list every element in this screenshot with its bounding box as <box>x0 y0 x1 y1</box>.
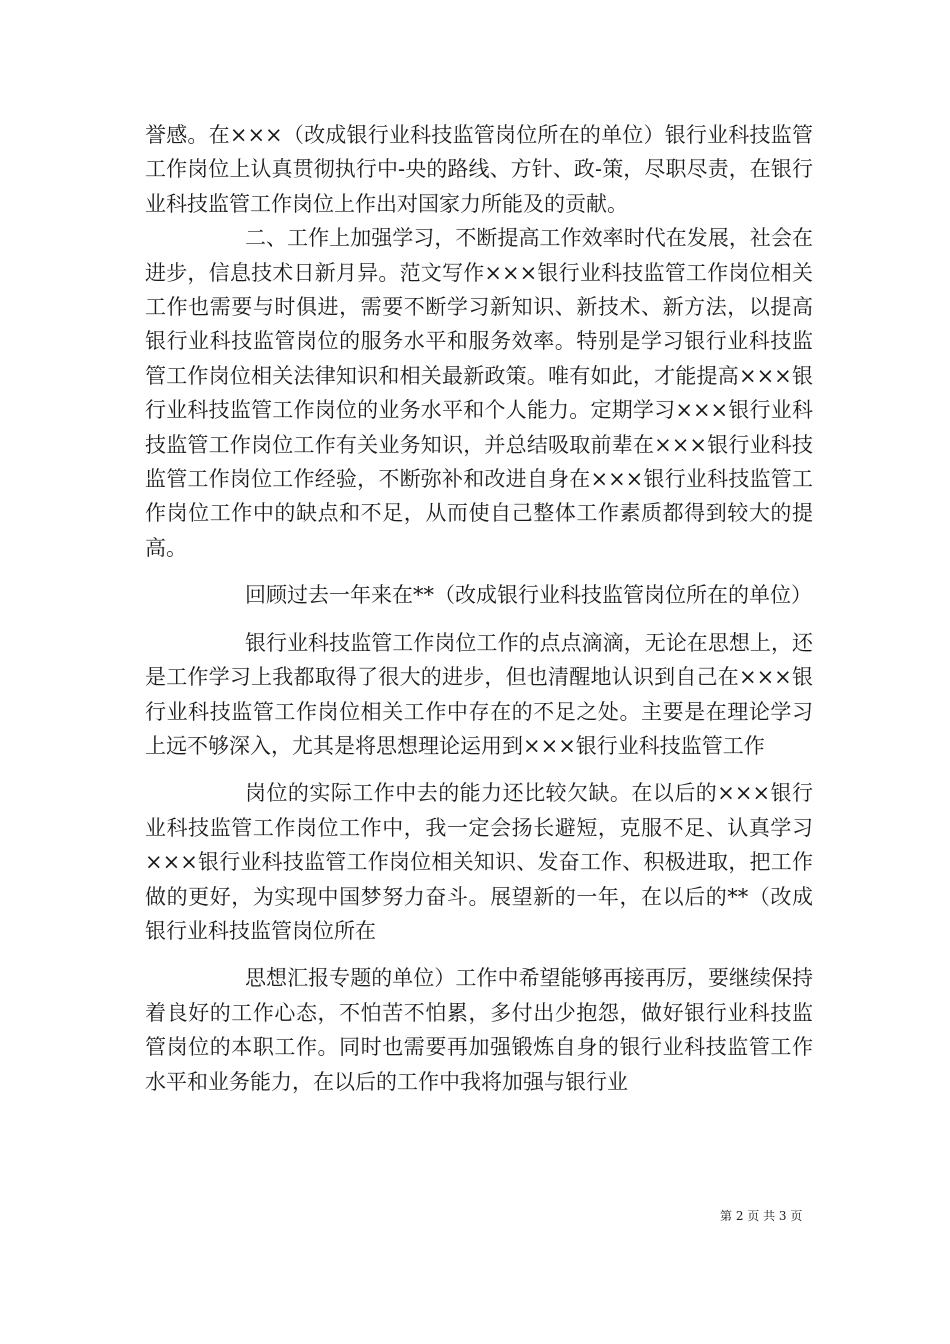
paragraph-3: 回顾过去一年来在**（改成银行业科技监管岗位所在的单位） <box>245 583 812 608</box>
paragraph-2: 二、工作上加强学习，不断提高工作效率时代在发展，社会在进步，信息技术日新月异。范文写作×××银行业科技监管工作岗位相关工作也需要与时俱进，需要不断学习新知识、新技术、新方法，以提高银行业科技监管岗位的服务水平和服务效率。特别是学习银行业科技监管工作岗位相关法律知识和相关最新政策。唯有如此，才能提高×××银行业科技监管工作岗位的业务水平和个人能力。定期学习×××银行业科技监管工作岗位工作有关业务知识，并总结吸取前辈在×××银行业科技监管工作岗位工作经验，不断弥补和改进自身在×××银行业科技监管工作岗位工作中的缺点和不足，从而使自己整体工作素质都得到较大的提高。 <box>145 226 813 560</box>
page-number-footer: 第 2 页 共 3 页 <box>720 1209 803 1223</box>
body-text <box>145 118 813 1099</box>
paragraph-5: 岗位的实际工作中去的能力还比较欠缺。在以后的×××银行业科技监管工作岗位工作中，我一定会扬长避短，克服不足、认真学习×××银行业科技监管工作岗位相关知识、发奋工作、积极进取，把工作做的更好，为实现中国梦努力奋斗。展望新的一年，在以后的**（改成银行业科技监管岗位所在 <box>145 781 813 943</box>
paragraph-6: 思想汇报专题的单位）工作中希望能够再接再厉，要继续保持着良好的工作心态，不怕苦不怕累，多付出少抱怨，做好银行业科技监管岗位的本职工作。同时也需要再加强锻炼自身的银行业科技监管工作水平和业务能力，在以后的工作中我将加强与银行业 <box>145 966 813 1094</box>
paragraph-1: 誉感。在×××（改成银行业科技监管岗位所在的单位）银行业科技监管工作岗位上认真贯彻执行中-央的路线、方针、政-策，尽职尽责，在银行业科技监管工作岗位上作出对国家力所能及的贡献。 <box>145 123 813 216</box>
paragraph-4: 银行业科技监管工作岗位工作的点点滴滴，无论在思想上，还是工作学习上我都取得了很大的进步，但也清醒地认识到自己在×××银行业科技监管工作岗位相关工作中存在的不足之处。主要是在理论学习上远不够深入，尤其是将思想理论运用到×××银行业科技监管工作 <box>145 630 813 758</box>
